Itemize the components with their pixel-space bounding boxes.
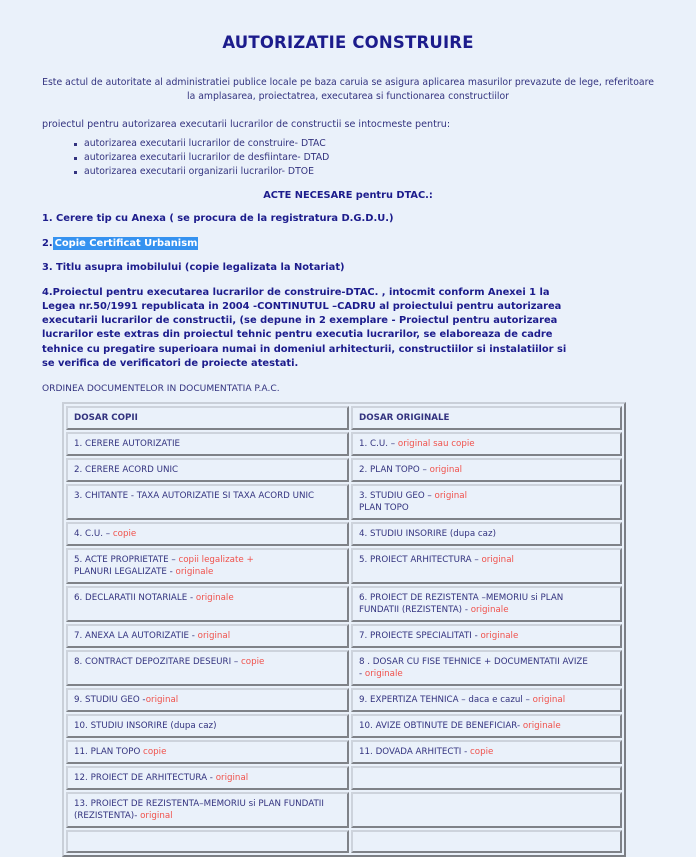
cell-annotation: originale [175, 566, 214, 577]
table-cell-originale [351, 688, 622, 712]
table-cell-originale [351, 522, 622, 546]
table-cell-originale [351, 484, 622, 520]
cell-annotation: originale [480, 630, 519, 641]
cell-annotation: original [532, 694, 566, 705]
cell-annotation: copie [143, 746, 167, 757]
list-item: autorizarea executarii lucrarilor de desfiintare- DTAD [74, 151, 682, 165]
cell-text: 4. C.U. – [74, 528, 113, 539]
requirement-item-1: 1. Cerere tip cu Anexa ( se procura de la registratura D.G.D.U.) [42, 213, 394, 225]
table-row [66, 548, 622, 584]
table-cell-copii [66, 792, 349, 828]
cell-annotation: original [140, 810, 173, 821]
cell-text: 11. DOVADA ARHITECTI - [359, 746, 470, 757]
requirement-item-3: 3. Titlu asupra imobilului (copie legalizata la Notariat) [42, 261, 345, 273]
list-item: autorizarea executarii organizarii lucrarilor- DTOE [74, 165, 682, 179]
list-item: autorizarea executarii lucrarilor de construire- DTAC [74, 137, 682, 151]
cell-annotation: originale [364, 668, 403, 679]
cell-text: 1. CERERE AUTORIZATIE [74, 438, 181, 449]
cell-annotation: original sau copie [397, 438, 475, 449]
cell-text: 10. AVIZE OBTINUTE DE BENEFICIAR- [359, 720, 523, 731]
cell-text: 9. STUDIU GEO - [74, 694, 146, 705]
table-row [66, 830, 622, 853]
documents-order-heading: ORDINEA DOCUMENTELOR IN DOCUMENTATIA P.A.C. [42, 383, 280, 394]
table-cell-copii [66, 624, 349, 648]
documents-table [62, 402, 626, 857]
table-cell-copii [66, 458, 349, 482]
cell-text: 6. PROIECT DE REZISTENTA –MEMORIU si PLAN [359, 592, 564, 603]
permit-type-list [14, 137, 682, 179]
page-title: AUTORIZATIE CONSTRUIRE [222, 33, 474, 52]
table-cell-copii [66, 432, 349, 456]
cell-annotation: copie [470, 746, 494, 757]
documents-table-body [66, 406, 622, 853]
table-cell-copii [66, 586, 349, 622]
cell-text: - [359, 668, 365, 679]
cell-text: PLANURI LEGALIZATE - [74, 566, 176, 577]
cell-text: 5. PROIECT ARHITECTURA – [359, 554, 482, 565]
table-cell-originale [351, 650, 622, 686]
cell-annotation: original [429, 464, 463, 475]
table-cell-copii [66, 484, 349, 520]
table-cell-copii [66, 714, 349, 738]
table-row [66, 650, 622, 686]
lead-paragraph: proiectul pentru autorizarea executarii lucrarilor de constructii se intocmeste pentru: [42, 118, 451, 130]
cell-text: 11. PLAN TOPO [74, 746, 144, 757]
table-row [66, 792, 622, 828]
cell-text: 7. PROIECTE SPECIALITATI - [359, 630, 481, 641]
requirement-item-2-number: 2. [42, 237, 53, 249]
table-row [66, 432, 622, 456]
table-row [66, 624, 622, 648]
cell-text: 8. CONTRACT DEPOZITARE DESEURI – [74, 656, 242, 667]
table-cell-copii [66, 548, 349, 584]
cell-text: 5. ACTE PROPRIETATE – [74, 554, 179, 565]
table-header-row [66, 406, 622, 430]
intro-paragraph: Este actul de autoritate al administratiei publice locale pe baza caruia se asigura aplicarea masurilor prevazute de lege, referitoare la amplasarea, proiectatrea, executarea si functionarea constructiilor [42, 77, 654, 103]
cell-annotation: originale [470, 604, 509, 615]
cell-text: 1. C.U. – [359, 438, 398, 449]
cell-annotation: original [215, 772, 249, 783]
cell-text: 2. PLAN TOPO – [359, 464, 430, 475]
cell-annotation: copie [112, 528, 137, 539]
table-row [66, 586, 622, 622]
table-cell-originale [351, 740, 622, 764]
required-documents-heading: ACTE NECESARE pentru DTAC.: [263, 190, 433, 202]
table-cell-originale [351, 714, 622, 738]
cell-annotation: originale [195, 592, 234, 603]
cell-text: 3. CHITANTE - TAXA AUTORIZATIE SI TAXA ACORD UNIC [74, 490, 315, 501]
table-cell-originale [351, 458, 622, 482]
cell-annotation: original [145, 694, 179, 705]
cell-text: 9. EXPERTIZA TEHNICA – daca e cazul – [359, 694, 533, 705]
table-cell-copii [66, 766, 349, 790]
cell-annotation: copii legalizate + [178, 554, 254, 565]
table-row [66, 458, 622, 482]
table-cell-originale [351, 548, 622, 584]
cell-text: 4. STUDIU INSORIRE (dupa caz) [359, 528, 496, 539]
table-cell-originale [351, 624, 622, 648]
selected-text-highlight[interactable]: Copie Certificat Urbanism [54, 237, 198, 249]
table-cell-originale [351, 792, 622, 828]
cell-text: 13. PROIECT DE REZISTENTA–MEMORIU si PLAN FUNDATII [74, 798, 324, 809]
cell-text: FUNDATII (REZISTENTA) - [359, 604, 471, 615]
column-header-copii: DOSAR COPII [66, 406, 349, 430]
table-cell-copii [66, 688, 349, 712]
table-row [66, 714, 622, 738]
column-header-originale: DOSAR ORIGINALE [351, 406, 622, 430]
documents-table-container [14, 394, 682, 857]
table-cell-originale [351, 766, 622, 790]
table-row [66, 740, 622, 764]
cell-annotation: original [197, 630, 231, 641]
table-cell-copii [66, 650, 349, 686]
table-cell-copii [66, 522, 349, 546]
requirement-item-2 [14, 226, 682, 250]
cell-annotation: original [481, 554, 514, 565]
cell-text: PLAN TOPO [359, 502, 409, 513]
table-cell-originale [351, 830, 622, 853]
table-row [66, 688, 622, 712]
table-cell-originale [351, 586, 622, 622]
table-cell-originale [351, 432, 622, 456]
cell-text: 12. PROIECT DE ARHITECTURA - [74, 772, 216, 783]
table-row [66, 484, 622, 520]
table-row [66, 766, 622, 790]
cell-text: 8 . DOSAR CU FISE TEHNICE + DOCUMENTATII AVIZE [359, 656, 588, 667]
table-cell-copii [66, 740, 349, 764]
cell-text: 7. ANEXA LA AUTORIZATIE - [74, 630, 198, 641]
cell-text: 10. STUDIU INSORIRE (dupa caz) [74, 720, 217, 731]
cell-annotation: originale [522, 720, 561, 731]
requirement-item-4: 4.Proiectul pentru executarea lucrarilor de construire-DTAC. , intocmit conform Anexei 1 la Legea nr.50/1991 republicata in 2004 -CONTINUTUL –CADRU al proiectului pentru autorizarea executarii lucrarilor de constructii, (se depune in 2 exemplare - Proiectul pentru autorizarea lucrarilor este extras din proiectul tehnic pentru executia lucrarilor, se elaboreaza de cadre tehnice cu pregatire superioara numai in domeniul arhitecturii, constructiilor si instalatiilor si se verifica de verificatori de proiecte atestati. [42, 287, 567, 369]
cell-text: 2. CERERE ACORD UNIC [74, 464, 179, 475]
cell-text: 6. DECLARATII NOTARIALE - [74, 592, 196, 603]
cell-text: (REZISTENTA)- [74, 810, 141, 821]
cell-text: 3. STUDIU GEO – [359, 490, 435, 501]
table-cell-copii [66, 830, 349, 853]
table-row [66, 522, 622, 546]
cell-annotation: copie [241, 656, 265, 667]
cell-annotation: original [434, 490, 468, 501]
